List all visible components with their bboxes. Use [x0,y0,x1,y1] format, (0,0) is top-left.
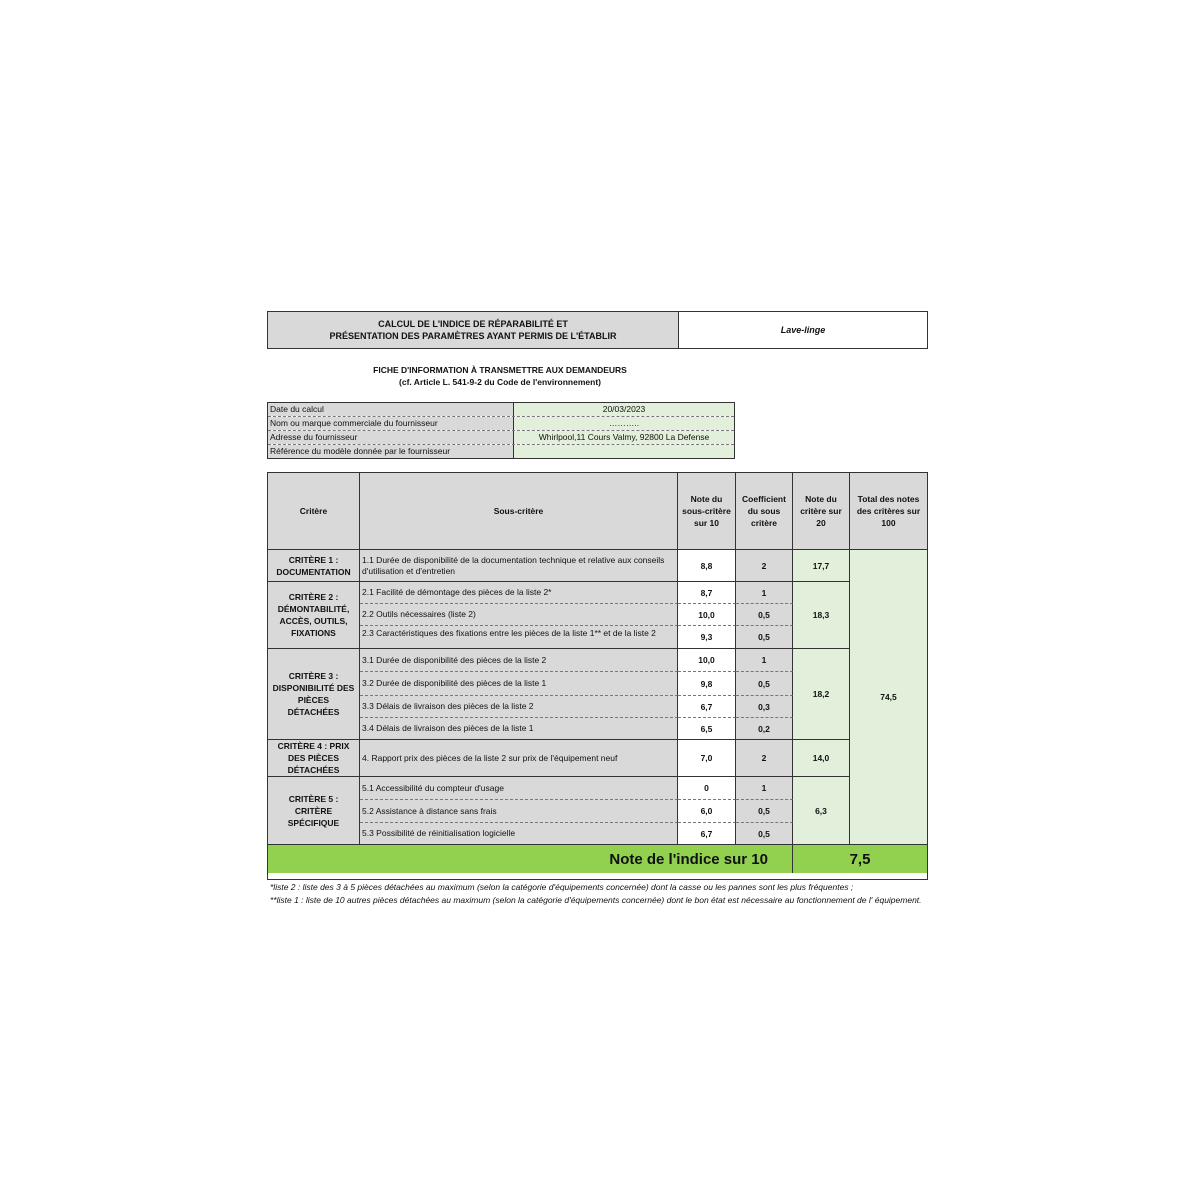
sub-note-1-1: 8,8 [678,550,736,582]
final-index-label: Note de l'indice sur 10 [268,845,793,873]
title-line-2: PRÉSENTATION DES PARAMÈTRES AYANT PERMIS DE L'ÉTABLIR [329,331,617,341]
product-type: Lave-linge [780,325,826,335]
info-row-address [268,431,734,445]
info-value: 20/03/2023 [514,403,734,416]
sub-criterion-2-3: 2.3 Caractéristiques des fixations entre les pièces de la liste 1** et de la liste 2 [360,626,678,649]
title-box [267,311,928,349]
sub-coef-2-2: 0,5 [736,604,793,626]
info-value: Whirlpool,11 Cours Valmy, 92800 La Defense [514,431,734,444]
col-header-total: Total des notes des critères sur 100 [850,473,927,550]
sub-note-2-2: 10,0 [678,604,736,626]
footnote-liste-1: **liste 1 : liste de 10 autres pièces détachées au maximum (selon la catégorie d'équipements concernée) dont le bon état est nécessaire au fonctionnement de l' équipement. [270,894,922,905]
final-index-value: 7,5 [793,845,927,873]
info-row-reference [268,445,734,458]
criterion-3-label: CRITÈRE 3 : DISPONIBILITÉ DES PIÈCES DÉTACHÉES [268,649,360,740]
criterion-5-label: CRITÈRE 5 : CRITÈRE SPÉCIFIQUE [268,777,360,845]
sub-criterion-2-1: 2.1 Facilité de démontage des pièces de la liste 2* [360,582,678,604]
subtitle-line-2: (cf. Article L. 541-9-2 du Code de l'environnement) [399,377,601,387]
criterion-5-score: 6,3 [793,777,850,845]
info-label: Date du calcul [268,403,514,416]
criterion-2-label: CRITÈRE 2 : DÉMONTABILITÉ, ACCÈS, OUTILS, FIXATIONS [268,582,360,649]
sub-coef-4: 2 [736,740,793,777]
title-cell [268,312,679,348]
sub-coef-5-1: 1 [736,777,793,800]
criterion-1-label: CRITÈRE 1 : DOCUMENTATION [268,550,360,582]
info-label: Nom ou marque commerciale du fournisseur [268,417,514,430]
sub-note-5-2: 6,0 [678,800,736,823]
sub-coef-3-3: 0,3 [736,696,793,718]
info-row-date [268,403,734,417]
sub-criterion-3-2: 3.2 Durée de disponibilité des pièces de la liste 1 [360,672,678,696]
repairability-score-table [267,472,928,880]
sub-coef-2-1: 1 [736,582,793,604]
sub-note-3-2: 9,8 [678,672,736,696]
sub-coef-3-1: 1 [736,649,793,672]
info-label: Adresse du fournisseur [268,431,514,444]
sub-criterion-1-1: 1.1 Durée de disponibilité de la documentation technique et relative aux conseils d'utilisation et d'entretien [360,550,678,582]
sub-coef-5-2: 0,5 [736,800,793,823]
sub-coef-1-1: 2 [736,550,793,582]
sub-criterion-4: 4. Rapport prix des pièces de la liste 2 sur prix de l'équipement neuf [360,740,678,777]
sub-note-5-3: 6,7 [678,823,736,845]
col-header-note-sous: Note du sous-critère sur 10 [678,473,736,550]
criterion-4-label: CRITÈRE 4 : PRIX DES PIÈCES DÉTACHÉES [268,740,360,777]
sub-criterion-3-3: 3.3 Délais de livraison des pièces de la liste 2 [360,696,678,718]
criterion-1-score: 17,7 [793,550,850,582]
col-header-coef: Coefficient du sous critère [736,473,793,550]
sub-note-3-4: 6,5 [678,718,736,740]
info-label: Référence du modèle donnée par le fournisseur [268,445,514,458]
sub-criterion-3-4: 3.4 Délais de livraison des pièces de la liste 1 [360,718,678,740]
sub-note-3-1: 10,0 [678,649,736,672]
sub-criterion-5-1: 5.1 Accessibilité du compteur d'usage [360,777,678,800]
sub-coef-2-3: 0,5 [736,626,793,649]
criterion-2-score: 18,3 [793,582,850,649]
info-value [514,445,734,458]
info-value: ……….. [514,417,734,430]
total-score-100: 74,5 [850,550,927,845]
col-header-sous-critere: Sous-critère [360,473,678,550]
info-row-brand [268,417,734,431]
col-header-note-critere: Note du critère sur 20 [793,473,850,550]
form-subtitle [267,364,733,388]
sub-note-4: 7,0 [678,740,736,777]
subtitle-line-1: FICHE D'INFORMATION À TRANSMETTRE AUX DEMANDEURS [373,365,627,375]
title-line-1: CALCUL DE L'INDICE DE RÉPARABILITÉ ET [378,319,568,329]
sub-note-3-3: 6,7 [678,696,736,718]
sub-criterion-3-1: 3.1 Durée de disponibilité des pièces de la liste 2 [360,649,678,672]
criterion-3-score: 18,2 [793,649,850,740]
sub-note-2-1: 8,7 [678,582,736,604]
supplier-info-table [267,402,735,459]
sub-coef-3-2: 0,5 [736,672,793,696]
criterion-4-score: 14,0 [793,740,850,777]
sub-coef-5-3: 0,5 [736,823,793,845]
sub-note-2-3: 9,3 [678,626,736,649]
sub-criterion-2-2: 2.2 Outils nécessaires (liste 2) [360,604,678,626]
col-header-critere: Critère [268,473,360,550]
sub-criterion-5-2: 5.2 Assistance à distance sans frais [360,800,678,823]
footnotes [270,881,930,906]
sub-coef-3-4: 0,2 [736,718,793,740]
sub-note-5-1: 0 [678,777,736,800]
footnote-liste-2: *liste 2 : liste des 3 à 5 pièces détachées au maximum (selon la catégorie d'équipements concernée) dont la casse ou les pannes sont les plus fréquentes ; [270,882,854,892]
sub-criterion-5-3: 5.3 Possibilité de réinitialisation logicielle [360,823,678,845]
